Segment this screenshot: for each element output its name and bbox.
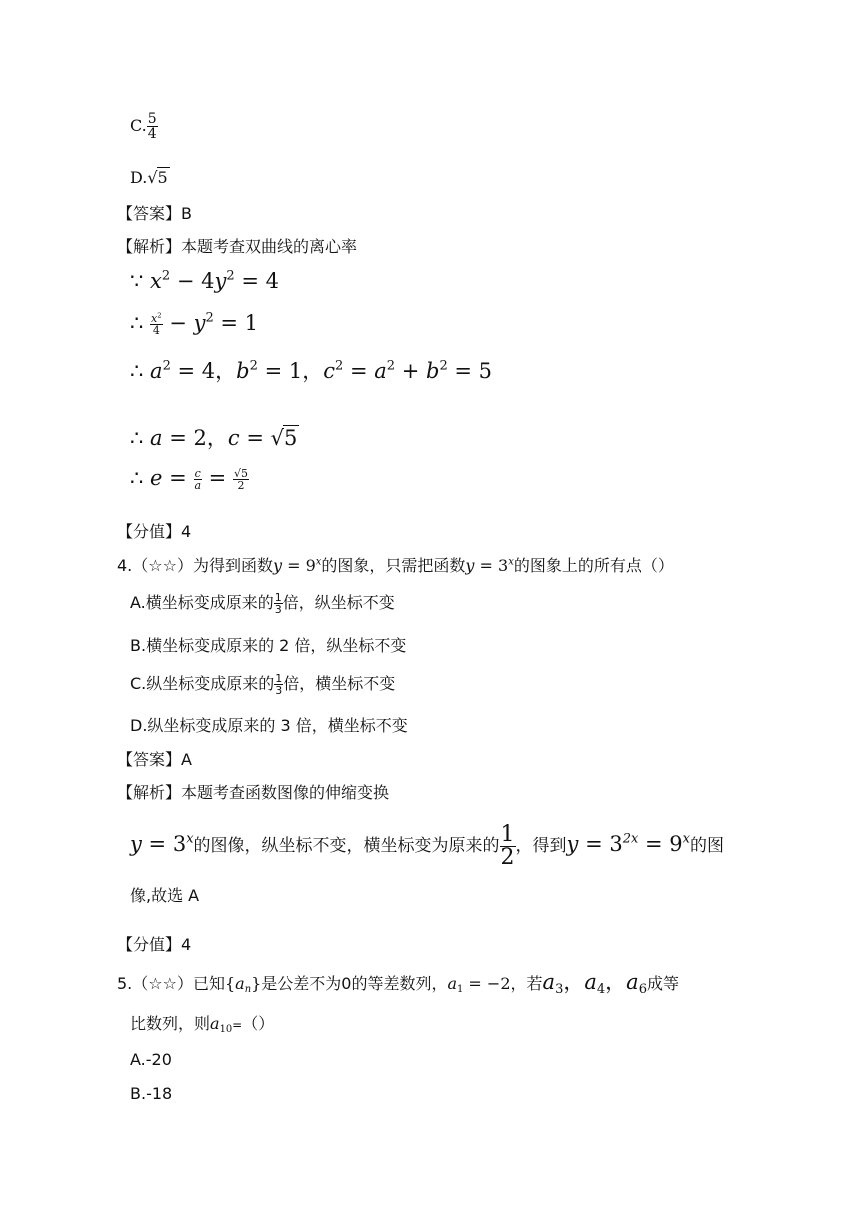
answer-value: B: [181, 204, 192, 223]
q5-option-b-text: -18: [146, 1084, 173, 1103]
q4-answer-line: [117, 750, 192, 770]
analysis-tag: 【解析】: [117, 783, 182, 802]
q5-stars: （☆☆）: [132, 974, 193, 993]
option-c-label: C.: [130, 116, 147, 135]
answer-line-prev: [117, 204, 192, 224]
analysis-text: 本题考查双曲线的离心率: [181, 237, 358, 256]
q4-option-c-text: 纵坐标变成原来的: [146, 674, 275, 693]
score-tag: 【分值】: [117, 935, 182, 954]
q5-number: 5.: [117, 974, 133, 993]
q4-option-a-text-end: 倍，纵坐标不变: [282, 593, 395, 612]
formula-step-5: ∴ e = $\frac{c}{a}$ = $\frac{√5}{2}$: [130, 466, 248, 492]
q4-stars: （☆☆）: [132, 556, 193, 575]
q4-score-line: [117, 935, 191, 955]
q5-option-a: [130, 1050, 172, 1070]
formula-step-1: ∵ $x^2 - 4y^2 = 4$: [130, 268, 279, 293]
q4-option-b: [130, 636, 406, 656]
q4-option-b-label: B.: [130, 636, 147, 655]
q4-stem-part: 的图象，只需把函数: [321, 556, 466, 575]
formula-step-3: ∴ $a^2 = 4$，$b^2 = 1$，$c^2 = a^2 + b^2 = 5$: [130, 358, 493, 383]
analysis-line-prev: [117, 237, 357, 257]
q4-stem-part: 的图象上的所有点（）: [513, 556, 674, 575]
q4-option-d-label: D.: [130, 716, 148, 735]
score-value: 4: [181, 935, 192, 954]
q5-stem-part: 成等: [646, 974, 679, 993]
q5-option-b: [130, 1084, 172, 1104]
q4-exp-fn-result: $y = 3^{2x} = 9^x$: [566, 831, 690, 856]
q4-option-a-label: A.: [130, 593, 146, 612]
q4-stem-part: 为得到函数: [192, 556, 273, 575]
q4-option-a-fraction: $\frac{1}{3}$: [274, 591, 282, 616]
q5-stem-part: 是公差不为0的等差数列，: [261, 974, 448, 993]
q5-stem-part: 比数列，则: [130, 1014, 211, 1033]
q4-exp-half: $\frac{1}{2}$: [500, 821, 515, 870]
formula-step-2: ∴ $\frac{x^2}{4}$ − $y^2 = 1$: [130, 310, 259, 337]
q4-number: 4.: [117, 556, 133, 575]
q4-option-d: [130, 716, 408, 736]
q4-stem: [117, 556, 674, 576]
q4-fn1: $y = 9^x$: [272, 556, 322, 575]
q4-option-c: [130, 673, 395, 696]
score-value: 4: [181, 522, 192, 541]
q4-explanation: [130, 820, 724, 870]
q4-analysis-line: [117, 783, 389, 803]
q4-exp-text: 的图: [690, 836, 724, 856]
q5-stem-cont: [130, 1014, 274, 1035]
option-c-fraction: [147, 112, 158, 141]
q5-a1: $a_1 = -2$: [447, 974, 511, 995]
q4-option-b-text: 横坐标变成原来的 2 倍，纵坐标不变: [146, 636, 407, 655]
option-d-label: D.: [130, 168, 148, 187]
option-c: [130, 112, 158, 141]
q4-option-d-text: 纵坐标变成原来的 3 倍，横坐标不变: [147, 716, 408, 735]
answer-tag: 【答案】: [117, 204, 182, 223]
q4-option-c-text-end: 倍，横坐标不变: [283, 674, 396, 693]
q5-stem-part: ，若: [510, 974, 543, 993]
q5-a10: $a_{10}=$: [210, 1014, 243, 1035]
score-line-prev: [117, 522, 191, 542]
option-d: [130, 168, 170, 188]
q5-option-b-label: B.: [130, 1084, 147, 1103]
q4-exp-fn-y3x: $y = 3^x$: [130, 831, 194, 856]
analysis-text: 本题考查函数图像的伸缩变换: [181, 783, 390, 802]
q5-terms: $a_3$，$a_4$，$a_6$: [542, 970, 647, 997]
q5-stem-part: 已知: [192, 974, 225, 993]
formula-step-4: ∴ a = 2，c = √5: [130, 426, 298, 450]
option-c-denominator: 4: [147, 126, 157, 142]
analysis-tag: 【解析】: [117, 237, 182, 256]
q4-fn2: $y = 3^x$: [465, 556, 514, 575]
score-tag: 【分值】: [117, 522, 182, 541]
q4-option-c-label: C.: [130, 674, 147, 693]
q5-seq-an: $\{a_n\}$: [224, 974, 262, 995]
q4-option-a-text: 横坐标变成原来的: [145, 593, 274, 612]
option-c-numerator: 5: [147, 111, 157, 127]
q5-option-a-label: A.: [130, 1050, 146, 1069]
answer-value: A: [181, 750, 192, 769]
q4-exp-text: 像,故选 A: [130, 886, 200, 905]
answer-tag: 【答案】: [117, 750, 182, 769]
option-d-sqrt: √5: [147, 168, 168, 187]
q4-option-c-fraction: $\frac{1}{3}$: [275, 672, 283, 697]
q5-stem: [117, 970, 679, 997]
q5-option-a-text: -20: [145, 1050, 172, 1069]
q4-exp-text: ，得到: [515, 836, 567, 856]
q4-option-a: [130, 592, 395, 615]
q4-explanation-cont: [130, 886, 199, 906]
q4-exp-text: 的图像，纵坐标不变，横坐标变为原来的: [193, 836, 500, 856]
q5-stem-part: （）: [242, 1014, 275, 1033]
